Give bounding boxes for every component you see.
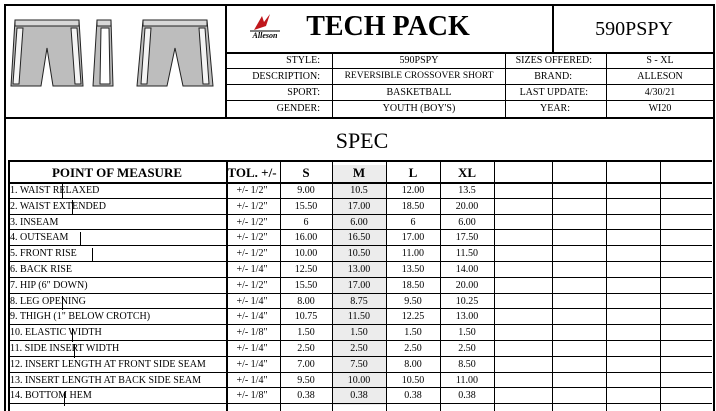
grid-line [62,184,63,198]
cell-m: 7.50 [350,358,368,370]
cell-tol: +/- 1/4" [236,358,268,370]
cell-m: 16.50 [347,232,371,244]
cell-m: 10.00 [347,374,371,386]
grid-line [4,117,714,119]
shorts-sketch-icon [7,6,225,96]
cell-s: 9.50 [297,374,315,386]
cell-pom: 10. ELASTIC WIDTH [10,327,102,339]
cell-xl: 8.50 [458,358,476,370]
cell-m: 17.00 [347,200,371,212]
grid-line [4,4,6,411]
cell-l: 18.50 [401,279,425,291]
update-label: LAST UPDATE: [519,87,588,98]
cell-xl: 20.00 [455,279,479,291]
grid-line [440,160,441,411]
cell-s: 16.00 [294,232,318,244]
sizes-label: SIZES OFFERED: [515,55,592,66]
cell-tol: +/- 1/2" [236,279,268,291]
cell-l: 11.00 [401,248,425,260]
cell-l: 12.00 [401,185,425,196]
grid-line [225,84,713,85]
grid-line [552,160,553,411]
cell-xl: 11.00 [455,374,479,386]
grid-line [225,100,713,101]
grid-line [494,160,495,411]
header-size-m: M [352,165,366,180]
cell-m: 8.75 [350,295,368,307]
header-tolerance: TOL. +/- [227,165,277,180]
cell-l: 12.25 [401,311,425,323]
cell-s: 15.50 [294,279,318,291]
cell-l: 18.50 [401,200,425,212]
description-label: DESCRIPTION: [252,71,320,82]
cell-l: 0.38 [404,390,422,402]
grid-line [606,160,607,411]
cell-m: 1.50 [350,327,368,339]
cell-s: 10.00 [294,248,318,260]
cell-tol: +/- 1/2" [236,185,268,196]
cell-tol: +/- 1/4" [236,343,268,354]
header-size-s: S [302,165,310,180]
cell-s: 10.75 [294,311,318,323]
cell-s: 1.50 [297,327,315,339]
cell-m: 0.38 [350,390,368,402]
grid-line [280,160,281,411]
grid-line [72,328,73,342]
cell-tol: +/- 1/4" [236,374,268,386]
grid-line [72,200,73,214]
grid-line [713,4,715,411]
cell-pom: 2. WAIST EXTENDED [10,200,107,212]
gender-label: GENDER: [276,103,320,114]
cell-s: 7.00 [297,358,315,370]
cell-m: 10.5 [350,185,368,196]
cell-l: 10.50 [401,374,425,386]
grid-line [80,232,81,246]
sport-label: SPORT: [287,87,320,98]
cell-tol: +/- 1/4" [236,311,268,323]
header-size-l: L [408,165,418,180]
cell-pom: 6. BACK RISE [10,264,72,275]
grid-line [74,344,75,358]
cell-pom: 4. OUTSEAM [10,232,69,244]
header-point-of-measure: POINT OF MEASURE [51,165,182,180]
sizes-value: S - XL [646,55,674,66]
cell-s: 15.50 [294,200,318,212]
cell-pom: 3. INSEAM [10,216,59,228]
cell-xl: 6.00 [458,216,476,228]
cell-tol: +/- 1/4" [236,264,268,275]
cell-l: 2.50 [404,343,422,354]
grid-line [505,52,506,117]
cell-l: 1.50 [404,327,422,339]
cell-l: 9.50 [404,295,422,307]
cell-tol: +/- 1/8" [236,327,268,339]
cell-tol: +/- 1/8" [236,390,268,402]
grid-line [332,52,333,117]
grid-line [64,392,65,406]
brand-label: BRAND: [534,71,572,82]
cell-s: 2.50 [297,343,315,354]
cell-xl: 10.25 [455,295,479,307]
cell-pom: 12. INSERT LENGTH AT FRONT SIDE SEAM [10,358,206,370]
cell-pom: 7. HIP (6" DOWN) [10,279,88,291]
style-value: 590PSPY [399,55,439,66]
grid-line [225,52,713,54]
cell-xl: 2.50 [458,343,476,354]
grid-line [386,160,387,411]
grid-line [225,68,713,69]
cell-xl: 20.00 [455,200,479,212]
cell-pom: 1. WAIST RELAXED [10,185,100,196]
grid-line [606,52,607,117]
cell-xl: 1.50 [458,327,476,339]
cell-tol: +/- 1/2" [236,232,268,244]
cell-s: 8.00 [297,295,315,307]
spec-title: SPEC [335,128,389,153]
cell-tol: +/- 1/2" [236,248,268,260]
cell-l: 17.00 [401,232,425,244]
garment-sketches [7,6,225,96]
brand-logo-text: Alleson [252,31,278,40]
grid-line [92,248,93,262]
update-value: 4/30/21 [644,87,676,98]
year-label: YEAR: [540,103,570,114]
cell-xl: 11.50 [455,248,479,260]
cell-m: 2.50 [350,343,368,354]
cell-s: 0.38 [297,390,315,402]
cell-pom: 8. LEG OPENING [10,295,86,307]
cell-m: 6.00 [350,216,368,228]
cell-m: 17.00 [347,279,371,291]
cell-tol: +/- 1/4" [236,295,268,307]
grid-line [4,4,714,6]
cell-xl: 0.38 [458,390,476,402]
cell-s: 9.00 [297,185,315,196]
cell-l: 8.00 [404,358,422,370]
header-size-xl: XL [457,165,477,180]
cell-pom: 9. THIGH (1" BELOW CROTCH) [10,311,151,323]
cell-pom: 14. BOTTOM HEM [10,390,92,402]
gender-value: YOUTH (BOY'S) [382,103,456,114]
cell-pom: 13. INSERT LENGTH AT BACK SIDE SEAM [10,374,201,386]
grid-line [552,4,554,52]
cell-pom: 11. SIDE INSERT WIDTH [10,343,120,354]
cell-pom: 5. FRONT RISE [10,248,77,260]
grid-line [332,160,333,411]
cell-xl: 17.50 [455,232,479,244]
grid-line [62,296,63,310]
brand-value: ALLESON [637,71,683,82]
description-value: REVERSIBLE CROSSOVER SHORT [344,71,494,81]
cell-tol: +/- 1/2" [236,216,268,228]
cell-xl: 13.00 [455,311,479,323]
cell-s: 12.50 [294,264,318,275]
cell-s: 6 [303,216,309,228]
grid-line [226,160,228,411]
cell-m: 10.50 [347,248,371,260]
cell-l: 13.50 [401,264,425,275]
cell-tol: +/- 1/2" [236,200,268,212]
sport-value: BASKETBALL [386,87,452,98]
cell-m: 13.00 [347,264,371,275]
cell-xl: 13.5 [458,185,476,196]
cell-l: 6 [410,216,416,228]
cell-m: 11.50 [347,311,371,323]
year-value: WI20 [648,103,672,114]
grid-line [660,160,661,411]
page-title: TECH PACK [306,11,470,42]
style-label: STYLE: [286,55,320,66]
brand-logo [240,12,290,42]
cell-xl: 14.00 [455,264,479,275]
style-code: 590PSPY [595,18,673,40]
